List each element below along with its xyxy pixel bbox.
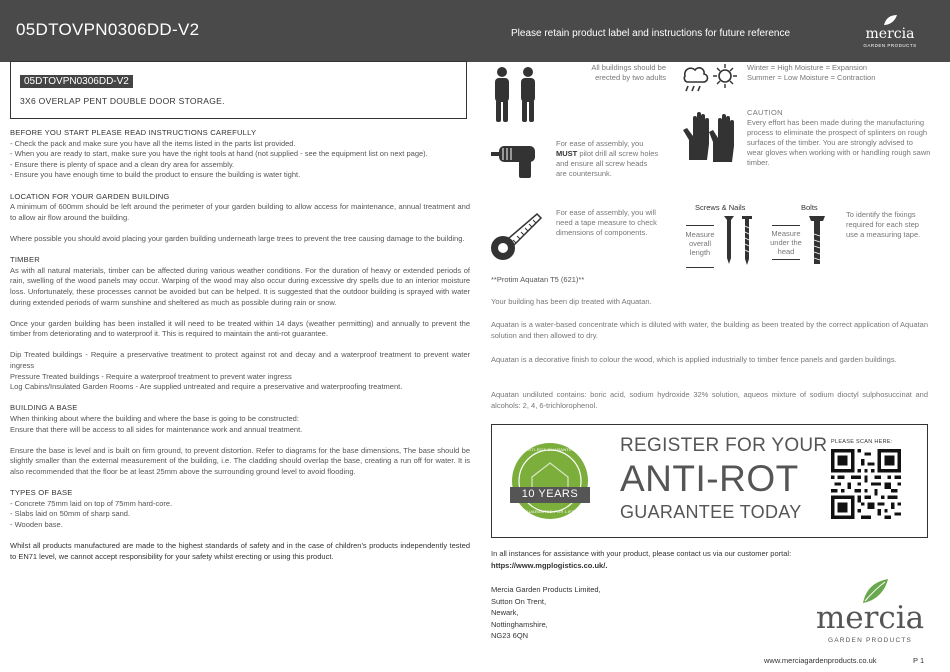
tape-measure-icon	[489, 210, 545, 262]
bolts-label: Bolts	[801, 203, 818, 212]
address-line: Mercia Garden Products Limited,	[491, 585, 601, 594]
treatment-paragraph: Aquatan undiluted contains: boric acid, sodium hydroxide 32% solution, aqueos mixture of sodium dioctyl sulphosuccinat and alcohols: 2, 4, 6-trichlorophenol.	[491, 390, 928, 410]
safety-disclaimer: Whilst all products manufactured are made to the highest standards of safety and in the case of children's products independently tested to EN71 level, we cannot accept responsibility for your safety whilst erecting or using this product.	[10, 541, 470, 561]
measure-head-note: Measure under the head	[770, 229, 802, 256]
tape-note: For ease of assembly, you will need a tape measure to check dimensions of components.	[556, 208, 657, 237]
location-heading: LOCATION FOR YOUR GARDEN BUILDING	[10, 191, 170, 201]
register-line-3: GUARANTEE TODAY	[620, 502, 802, 522]
measure-line	[772, 225, 800, 226]
footer-brand-sub: GARDEN PRODUCTS	[827, 637, 913, 644]
base-line: Ensure that there will be access to all sides for maintenance work and annual treatment.	[10, 424, 303, 434]
base-paragraph: Ensure the base is level and is built on firm ground, to prevent distortion. Refer to diagrams for the base dimensions, The base should be slightly smaller than the external measurement of the building, i.e. The cladding should overlap the base, creating a run off for water. It is also recommended that the floor be at least 25mm above the surrounding ground level to avoid flooding.	[10, 445, 470, 476]
screws-nails-label: Screws & Nails	[695, 203, 746, 212]
drill-note	[556, 139, 660, 179]
retain-notice: Please retain product label and instructions for future reference	[511, 28, 791, 39]
page-number: P 1	[913, 656, 925, 665]
measure-overall-note: Measure overall length	[685, 230, 715, 257]
header-brand-sub: GARDEN PRODUCTS	[863, 43, 917, 48]
drill-icon	[489, 140, 545, 180]
before-heading: BEFORE YOU START PLEASE READ INSTRUCTIONS CAREFULLY	[10, 128, 257, 137]
before-line: - Ensure there is plenty of space and a clean dry area for assembly.	[10, 159, 235, 169]
drill-note-text-c: pilot drill all screw holes and ensure all screw heads are countersunk.	[556, 149, 659, 178]
qr-code[interactable]	[831, 449, 901, 519]
instructions-column	[10, 128, 470, 562]
product-code-badge: 05DTOVPN0306DD-V2	[20, 75, 133, 88]
bolt-icon	[808, 214, 826, 266]
two-adults-note: All buildings should be erected by two adults	[591, 63, 666, 82]
screw-icon	[723, 214, 735, 266]
base-heading: BUILDING A BASE	[10, 403, 78, 413]
company-address	[491, 584, 601, 642]
types-heading: TYPES OF BASE	[10, 488, 73, 498]
before-line: - When you are ready to start, make sure you have the right tools at hand (not supplied - see the equipment list on next page).	[10, 149, 428, 159]
header-brand-logo	[860, 14, 920, 54]
before-line: - Ensure you have enough time to build the product to ensure the building is water tight.	[10, 170, 301, 180]
base-line: When thinking about where the building and where the base is going to be constructed:	[10, 414, 299, 424]
gloves-icon	[681, 110, 741, 164]
address-line: Newark,	[491, 608, 519, 617]
caution-heading: CAUTION	[747, 108, 783, 117]
timber-heading: TIMBER	[10, 255, 40, 265]
fixings-note: To identify the fixings required for each step use a measuring tape.	[846, 210, 921, 239]
register-line-1: REGISTER FOR YOUR	[620, 435, 828, 456]
nail-icon	[741, 214, 753, 266]
before-line: - Check the pack and make sure you have all the items listed in the parts list provided.	[10, 138, 296, 148]
types-line: - Wooden base.	[10, 519, 63, 529]
seal-years-text: 10 YEARS	[521, 488, 579, 500]
portal-link[interactable]: https://www.mgplogistics.co.uk/.	[491, 560, 608, 570]
drill-note-text-a: For ease of assembly, you	[556, 139, 644, 148]
seal-bottom-text: GUARANTEE FOR LIFE	[525, 509, 575, 514]
measure-line	[686, 267, 714, 268]
seal-top-text: ANTI-ROT GUARANTEE	[524, 447, 576, 452]
footer-brand-logo	[800, 578, 940, 648]
timber-line: Dip Treated buildings - Require a preservative treatment to protect against rot and decay and a waterproof treatment to prevent water ingress	[10, 350, 470, 371]
timber-line: Log Cabins/Insulated Garden Rooms - Are supplied untreated and require a preservative and waterproofing treatment.	[10, 382, 403, 392]
measure-line	[686, 225, 714, 226]
treatment-paragraph: Your building has been dip treated with Aquatan.	[491, 297, 652, 306]
caution-text: Every effort has been made during the manufacturing process to eliminate the prospect of splinters on rough surfaces of the timber. You are strongly advised to wear gloves when working with or handling rough sawn timber.	[747, 118, 931, 167]
leaf-icon	[882, 14, 898, 26]
address-line: Sutton On Trent,	[491, 596, 547, 606]
address-line: Nottinghamshire,	[491, 619, 548, 629]
header-product-code: 05DTOVPN0306DD-V2	[16, 20, 200, 39]
product-name: 3X6 OVERLAP PENT DOUBLE DOOR STORAGE.	[20, 96, 225, 106]
moisture-note-winter: Winter = High Moisture = Expansion	[747, 63, 868, 72]
two-adults-icon	[490, 66, 542, 124]
register-guarantee-box	[491, 424, 928, 538]
scan-label: PLEASE SCAN HERE:	[831, 439, 893, 445]
product-box	[10, 61, 467, 119]
address-line: NG23 6QN	[491, 631, 529, 640]
treatment-paragraph: Aquatan is a decorative finish to colour the wood, which is applied industrially to timber fence panels and garden buildings.	[491, 355, 897, 364]
register-line-2: ANTI-ROT	[620, 458, 799, 499]
timber-line: Pressure Treated buildings - Require a waterproof treatment to prevent water ingress	[10, 371, 292, 381]
treatment-title: **Protim Aquatan T5 (621)**	[491, 275, 585, 284]
page-header	[0, 0, 950, 62]
moisture-note-summer: Summer = Low Moisture = Contraction	[747, 73, 876, 82]
timber-paragraph: Once your garden building has been installed it will need to be treated within 14 days (weather permitting) and annually to prevent the timber from deteriorating and to waterproof it. This is required to maintain the anti-rot guarantee.	[10, 318, 470, 339]
assistance-sentence: In all instances for assistance with your product, please contact us via our customer portal:	[491, 549, 792, 558]
header-brand-name: mercia	[865, 26, 915, 42]
timber-paragraph: As with all natural materials, timber can be affected during various weather conditions. For the duration of heavy or extended periods of rain, swelling of the wood panels may occur. Warping of the wood may also occur during excessive dry spells due to an interior moisture loss. Unfortunately, these processes cannot be avoided but can be helped. It is suggested that the outdoor building is sprayed with water during extended periods of warm sunshine and sheltered as much as possible during rain or snow.	[10, 265, 470, 307]
drill-note-must: MUST	[556, 149, 578, 158]
assistance-text	[491, 548, 841, 571]
location-paragraph: Where possible you should avoid placing your garden building underneath large trees to prevent the tree causing damage to the building.	[10, 233, 465, 243]
location-paragraph: A minimum of 600mm should be left around the perimeter of your garden building to allow access for maintenance, annual treatment and to allow air flow around the building.	[10, 202, 470, 222]
footer-brand-name: mercia	[815, 600, 925, 636]
website-link[interactable]: www.merciagardenproducts.co.uk	[764, 656, 877, 665]
measure-line	[772, 259, 800, 260]
treatment-paragraph: Aquatan is a water-based concentrate which is diluted with water, the building as been treated by the correct application of Aquatan solution and then allowed to dry.	[491, 320, 928, 340]
weather-icon	[681, 62, 737, 96]
types-line: - Concrete 75mm laid on top of 75mm hard-core.	[10, 498, 173, 508]
types-line: - Slabs laid on 50mm of sharp sand.	[10, 509, 131, 519]
